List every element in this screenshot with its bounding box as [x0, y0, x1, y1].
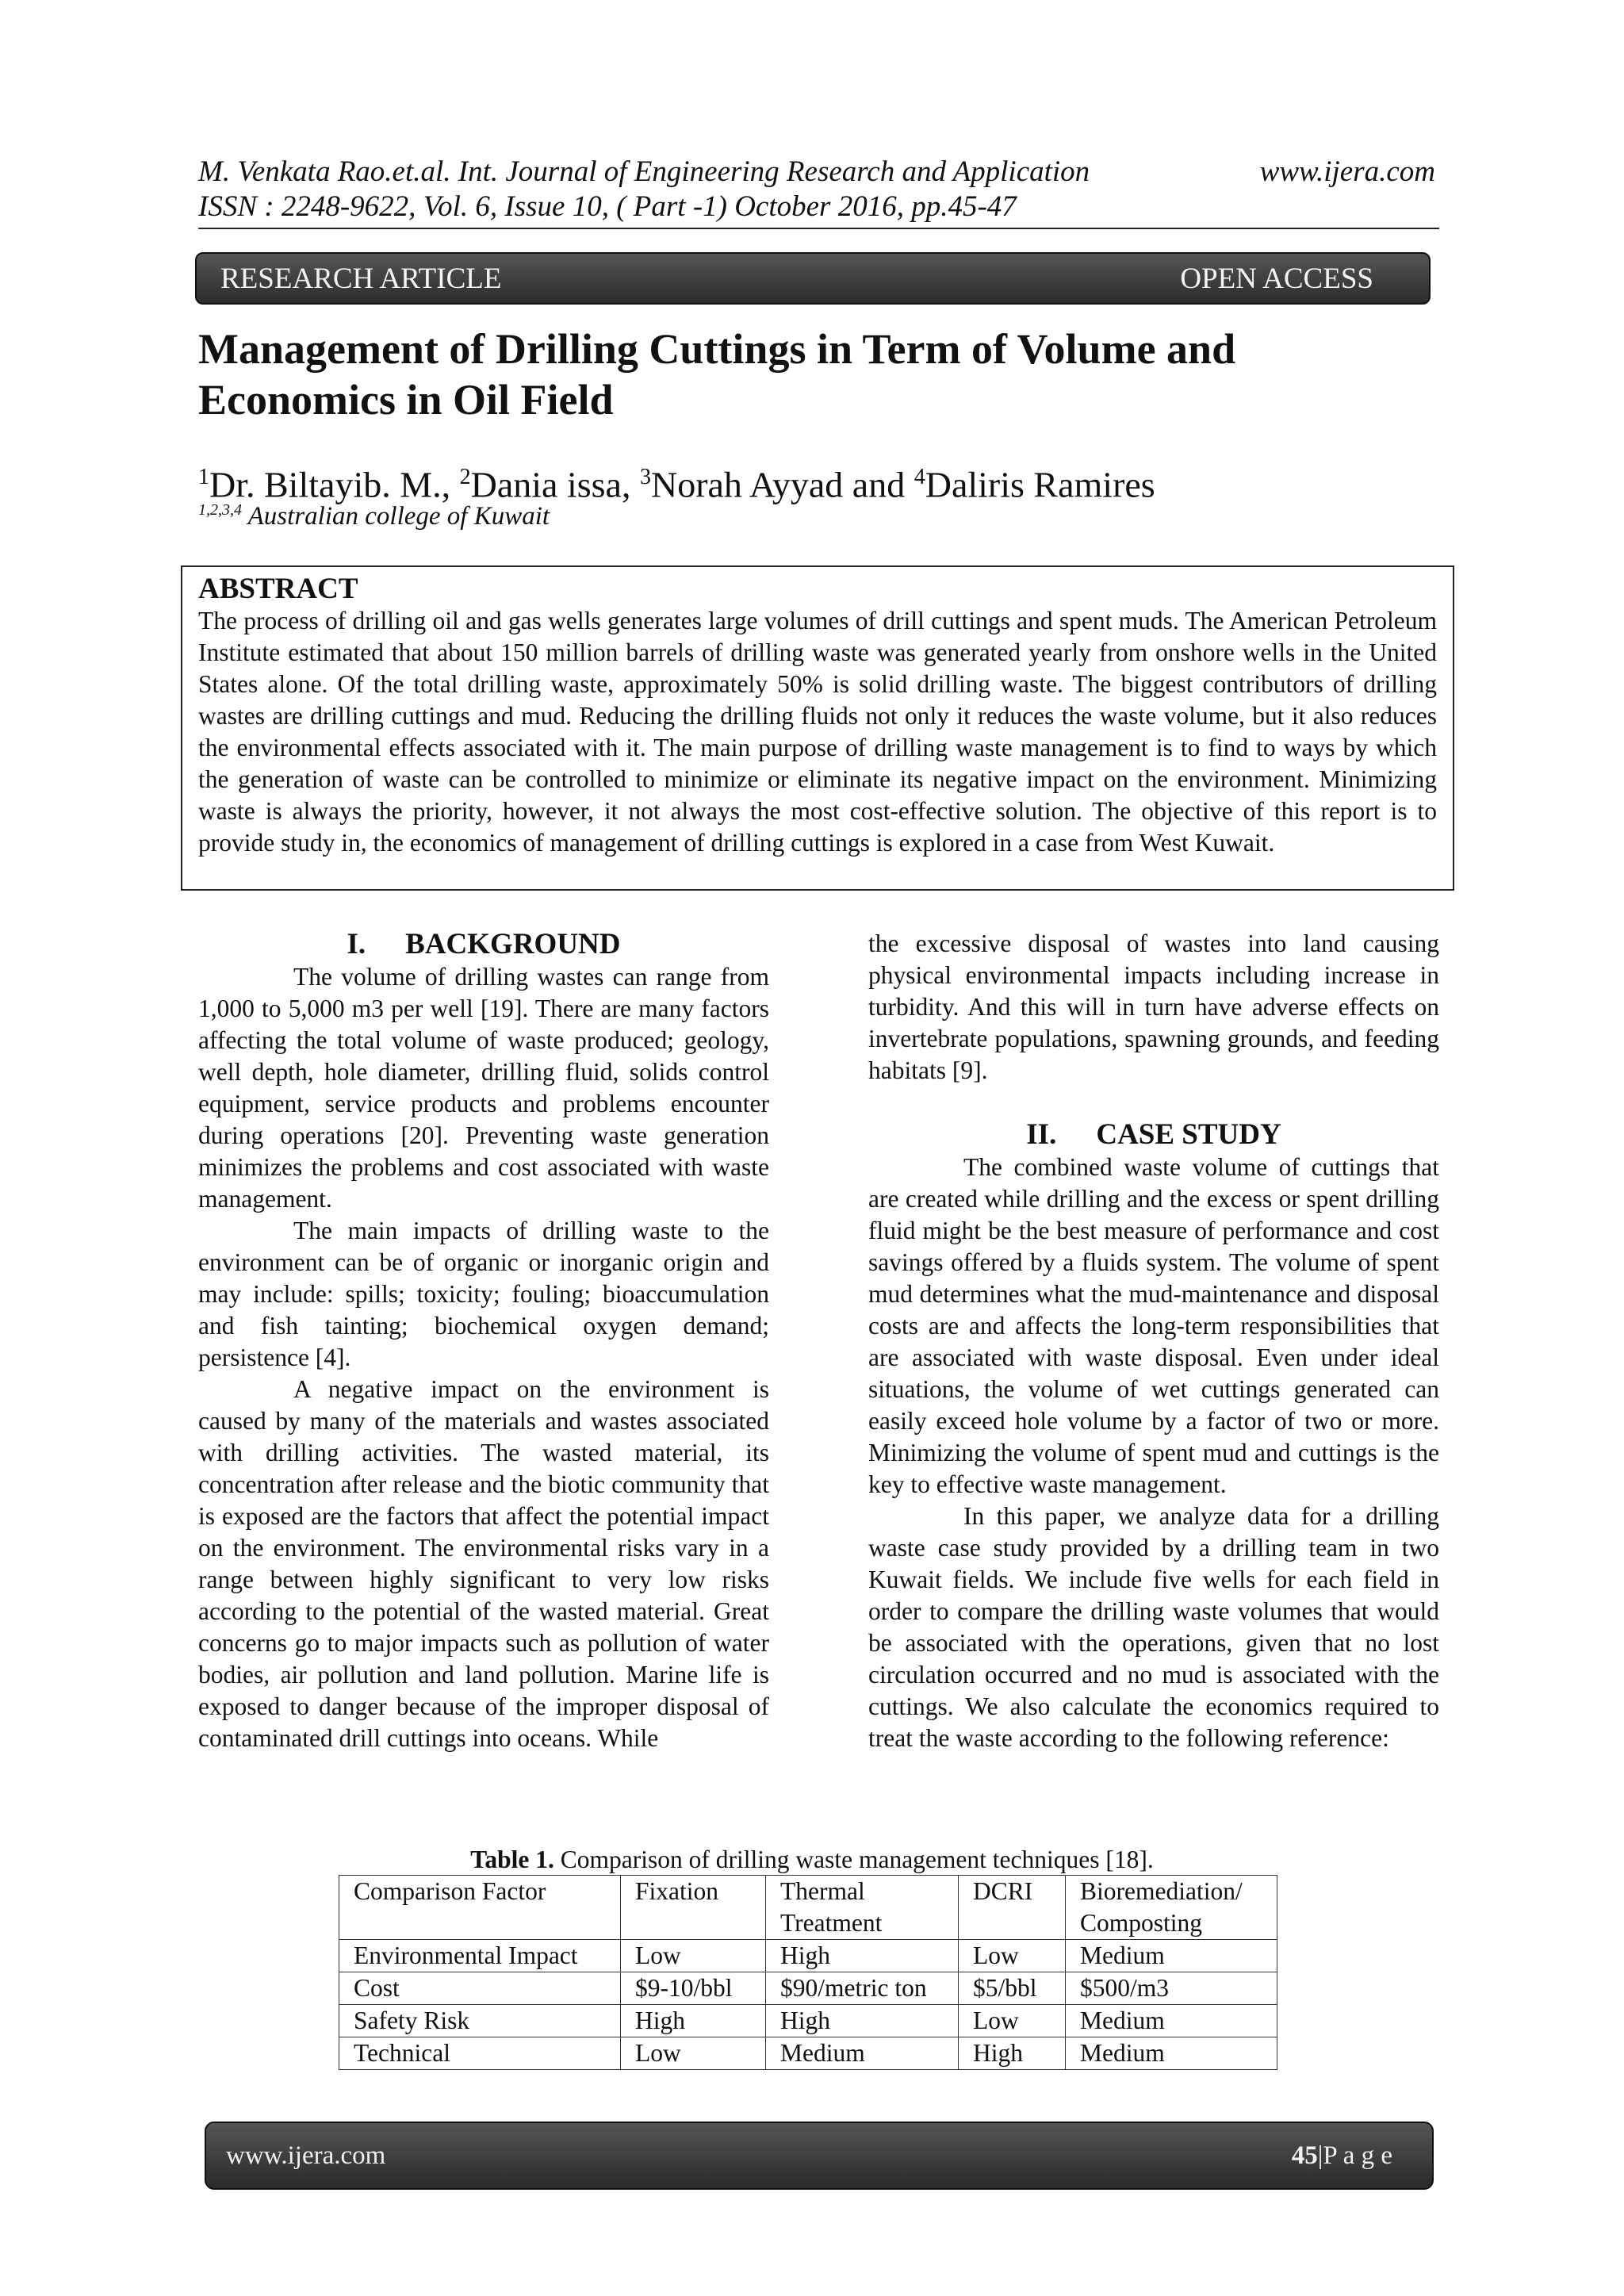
- running-header: [198, 155, 1435, 224]
- paragraph: In this paper, we analyze data for a drilling waste case study provided by a drilling team in two Kuwait fields. We include five wells for each field in order to compare the drilling waste volumes that would be associated with the operations, given that no lost circulation occurred and no mud is associated with the cuttings. We also calculate the economics required to treat the waste according to the following reference:: [868, 1502, 1439, 1752]
- table-row: [339, 1972, 1277, 2005]
- section-1-heading: [198, 928, 769, 961]
- table-cell: Environmental Impact: [339, 1940, 621, 1972]
- table-cell: Medium: [1066, 1940, 1277, 1972]
- table-cell: Cost: [339, 1972, 621, 2005]
- abstract-box: [181, 565, 1454, 891]
- author-4-marker: 4: [914, 465, 925, 489]
- page-number: 45: [1291, 2141, 1318, 2170]
- affiliation-text: Australian college of Kuwait: [242, 502, 550, 531]
- table-cell: Low: [959, 2005, 1066, 2037]
- table-header-cell: Bioremediation/ Composting: [1066, 1876, 1277, 1940]
- table-cell: $5/bbl: [959, 1972, 1066, 2005]
- table-caption: [0, 1844, 1624, 1876]
- table-row: [339, 1940, 1277, 1972]
- table-cell: Low: [621, 2037, 766, 2070]
- table-cell: High: [766, 1940, 959, 1972]
- title-line-1: Management of Drilling Cuttings in Term of Volume and: [198, 325, 1236, 373]
- page-footer: [205, 2122, 1434, 2190]
- table-row: [339, 2005, 1277, 2037]
- section-1-title: BACKGROUND: [405, 928, 621, 960]
- affiliation: [198, 501, 550, 531]
- title-line-2: Economics in Oil Field: [198, 376, 614, 424]
- journal-citation: M. Venkata Rao.et.al. Int. Journal of Engineering Research and Application: [198, 155, 1090, 188]
- author-4: Daliris Ramires: [925, 464, 1155, 505]
- section-2-number: II.: [1026, 1118, 1057, 1151]
- open-access-label: OPEN ACCESS: [1180, 262, 1373, 295]
- affiliation-marker: 1,2,3,4: [198, 501, 242, 519]
- author-1: Dr. Biltayib. M.,: [209, 464, 460, 505]
- table-cell: High: [621, 2005, 766, 2037]
- table-header-cell: Comparison Factor: [339, 1876, 621, 1940]
- journal-website: www.ijera.com: [1259, 155, 1435, 188]
- section-2-title: CASE STUDY: [1096, 1118, 1281, 1151]
- header-divider: [198, 228, 1439, 229]
- table-cell: $500/m3: [1066, 1972, 1277, 2005]
- paragraph: The combined waste volume of cuttings that are created while drilling and the excess or spent drilling fluid might be the best measure of performance and cost savings offered by a fluids system. The volume of spent mud determines what the mud-maintenance and disposal costs are and affects the long-term responsibilities that are associated with waste disposal. Even under ideal situations, the volume of wet cuttings generated can easily exceed hole volume by a factor of two or more. Minimizing the volume of spent mud and cuttings is the key to effective waste management.: [868, 1153, 1439, 1498]
- table-cell: $90/metric ton: [766, 1972, 959, 2005]
- author-2-marker: 2: [459, 465, 471, 489]
- article-type-banner: [195, 252, 1431, 305]
- comparison-table: [339, 1875, 1277, 2070]
- paragraph: A negative impact on the environment is caused by many of the materials and wastes associated with drilling activities. The wasted material, its concentration after release and the biotic community that is exposed are the factors that affect the potential impact on the environment. The environmental risks vary in a range between highly significant to very low risks according to the potential of the wasted material. Great concerns go to major impacts such as pollution of water bodies, air pollution and land pollution. Marine life is exposed to danger because of the improper disposal of contaminated drill cuttings into oceans. While: [198, 1375, 769, 1752]
- page-label: |P a g e: [1317, 2141, 1392, 2170]
- table-cell: Low: [959, 1940, 1066, 1972]
- paragraph: The main impacts of drilling waste to the environment can be of organic or inorganic origin and may include: spills; toxicity; fouling; bioaccumulation and fish tainting; biochemical oxygen demand; persistence [4].: [198, 1217, 769, 1371]
- author-3-marker: 3: [639, 465, 651, 489]
- table-header-row: [339, 1876, 1277, 1940]
- table-cell: High: [959, 2037, 1066, 2070]
- table-cell: Safety Risk: [339, 2005, 621, 2037]
- abstract-heading: ABSTRACT: [198, 573, 358, 605]
- table-cell: Technical: [339, 2037, 621, 2070]
- footer-website: www.ijera.com: [226, 2141, 386, 2170]
- table-row: [339, 2037, 1277, 2070]
- issn-line: ISSN : 2248-9622, Vol. 6, Issue 10, ( Part -1) October 2016, pp.45-47: [198, 190, 1017, 223]
- table-cell: Medium: [766, 2037, 959, 2070]
- paragraph: The volume of drilling wastes can range from 1,000 to 5,000 m3 per well [19]. There are many factors affecting the total volume of waste produced; geology, well depth, hole diameter, drilling fluid, solids control equipment, service products and problems encounter during operations [20]. Preventing waste generation minimizes the problems and cost associated with waste management.: [198, 963, 769, 1213]
- section-2-heading: [868, 1118, 1439, 1152]
- table-cell: Medium: [1066, 2005, 1277, 2037]
- author-2: Dania issa,: [470, 464, 640, 505]
- table-header-cell: Thermal Treatment: [766, 1876, 959, 1940]
- paper-title: [198, 324, 1435, 425]
- table-cell: Low: [621, 1940, 766, 1972]
- table-cell: High: [766, 2005, 959, 2037]
- table-cell: Medium: [1066, 2037, 1277, 2070]
- right-column: [868, 928, 1439, 1754]
- page-indicator: [1292, 2141, 1392, 2171]
- abstract-text: The process of drilling oil and gas wells generates large volumes of drill cuttings and spent muds. The American Petroleum Institute estimated that about 150 million barrels of drilling waste was generated yearly from onshore wells in the United States alone. Of the total drilling waste, approximately 50% is solid drilling waste. The biggest contributors of drilling wastes are drilling cuttings and mud. Reducing the drilling fluids not only it reduces the waste volume, but it also reduces the environmental effects associated with it. The main purpose of drilling waste management is to find to ways by which the generation of waste can be controlled to minimize or eliminate its negative impact on the environment. Minimizing waste is always the priority, however, it not always the most cost-effective solution. The objective of this report is to provide study in, the economics of management of drilling cuttings is explored in a case from West Kuwait.: [198, 607, 1437, 857]
- section-1-number: I.: [347, 928, 366, 960]
- table-header-cell: Fixation: [621, 1876, 766, 1940]
- left-column: [198, 928, 769, 1754]
- author-1-marker: 1: [198, 465, 209, 489]
- table-cell: $9-10/bbl: [621, 1972, 766, 2005]
- table-caption-text: Comparison of drilling waste management techniques [18].: [553, 1846, 1154, 1873]
- author-3: Norah Ayyad and: [650, 464, 914, 505]
- table-header-cell: DCRI: [959, 1876, 1066, 1940]
- research-article-label: RESEARCH ARTICLE: [220, 262, 502, 295]
- author-list: [198, 455, 1155, 507]
- paragraph-continuation: the excessive disposal of wastes into land causing physical environmental impacts including increase in turbidity. And this will in turn have adverse effects on invertebrate populations, spawning grounds, and feeding habitats [9].: [868, 930, 1439, 1084]
- table-label: Table 1.: [470, 1846, 554, 1873]
